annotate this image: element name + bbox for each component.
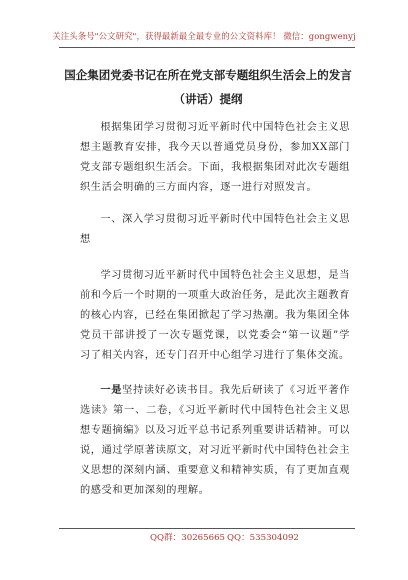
paragraph-body: 坚持读好必读书目。我先后研读了《习近平著作选读》第一、二卷，《习近平新时代中国特色社会主义思想专题摘编》以及习近平总书记系列重要讲话精神。可以说，通过学原著读原文，对习近平新时代中国特色社会主义思想的深刻内涵、重要意义和精神实质，有了更加直观的感受和更加深刻的理解。 xyxy=(80,385,350,496)
intro-paragraph: 根据集团学习贯彻习近平新时代中国特色社会主义思想主题教育安排，我今天以普通党员身份，参加XX部门党支部专题组织生活会。下面，我根据集团对此次专题组织生活会明确的三方面内容，逐一进行对照发言。 xyxy=(80,122,350,193)
footer-divider xyxy=(59,528,355,529)
section1-paragraph1: 学习贯彻习近平新时代中国特色社会主义思想，是当前和今后一个时期的一项重大政治任务，是此次主题教育的核心内容，已经在集团掀起了学习热潮。我为集团全体党员干部讲授了一次专题党课，以党委会“第一议题”学习了相关内容，还专门召开中心组学习进行了集体交流。 xyxy=(80,270,350,361)
header-divider xyxy=(59,47,355,48)
footer-qq-group: QQ群：30265665 xyxy=(150,533,226,543)
footer-qq-number: QQ：535304092 xyxy=(227,533,299,543)
section1-heading: 一、深入学习贯彻习近平新时代中国特色社会主义思想 xyxy=(80,214,350,245)
paragraph-lead: 一是 xyxy=(100,384,123,396)
document-title-line1: 国企集团党委书记在所在党支部专题组织生活会上的发言 xyxy=(64,68,352,82)
document-title-line2: （讲话）提纲 xyxy=(173,92,243,106)
document-title xyxy=(58,63,358,111)
header-banner xyxy=(0,30,408,42)
header-banner-text: 关注头条号"公文研究"，获得最新最全最专业的公文资料库！ 微信：gongwenyj xyxy=(52,31,356,41)
section1-paragraph2 xyxy=(80,380,350,501)
